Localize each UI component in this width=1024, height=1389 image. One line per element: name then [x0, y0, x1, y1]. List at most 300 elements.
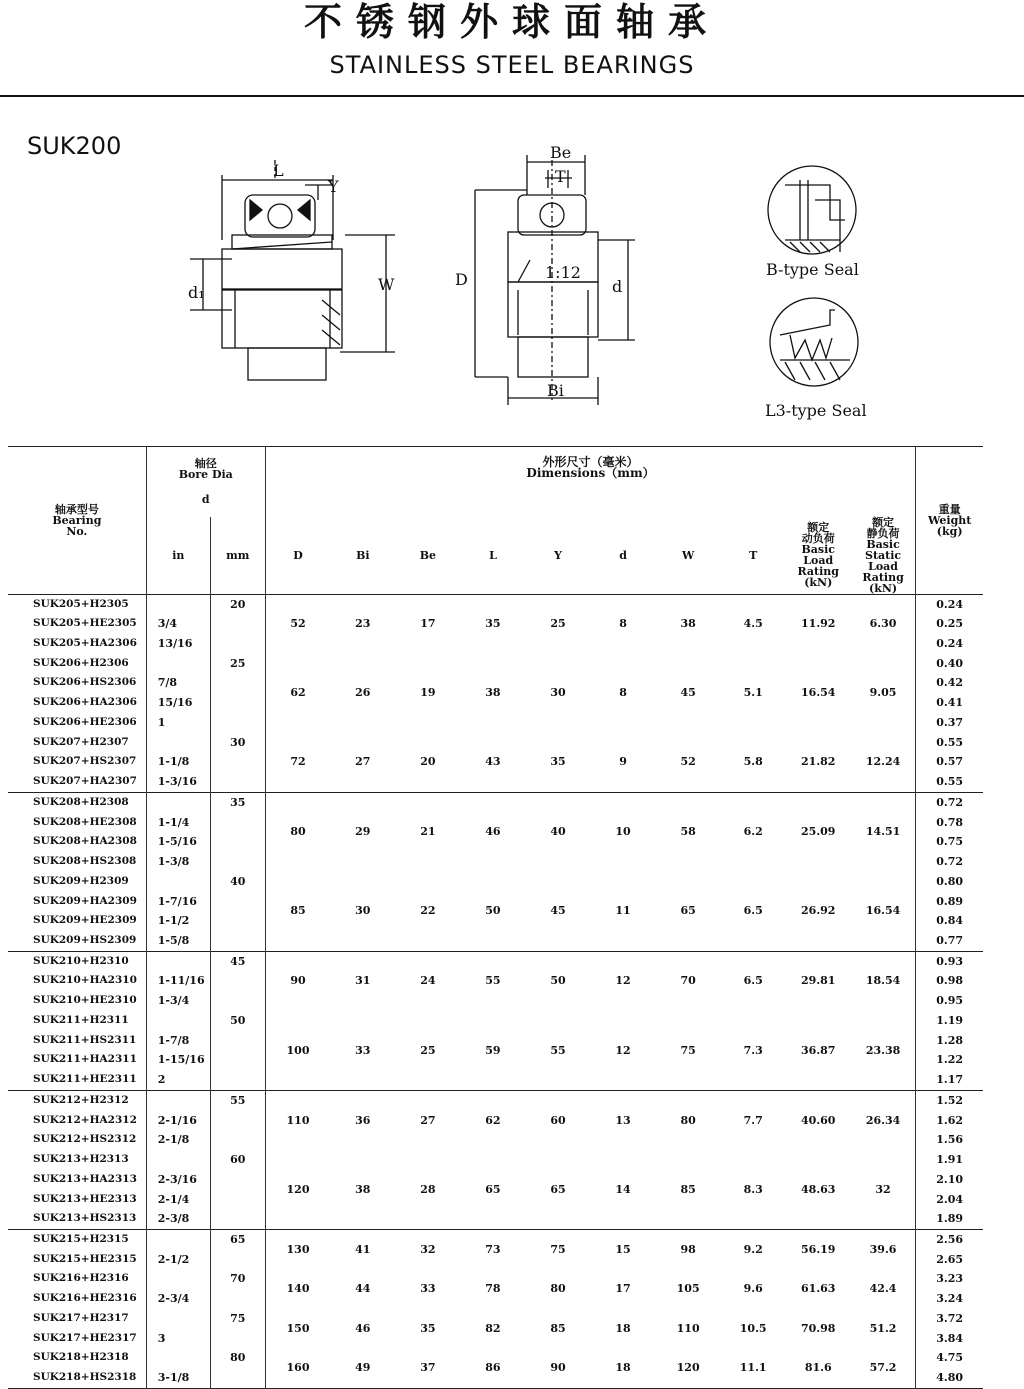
dim-bi-cell: 44: [355, 1282, 371, 1296]
dim-w-cell: 45: [680, 686, 696, 700]
weight-cell: 1.52: [916, 1090, 983, 1110]
dim-t-cell: 5.8: [743, 755, 763, 769]
table-row: [8, 951, 983, 971]
dim-be-cell: 20: [420, 755, 436, 769]
dim-cr-cell: 56.19: [801, 1242, 836, 1256]
bore-mm-cell: [210, 673, 265, 693]
bore-in-cell: 15/16: [146, 693, 210, 713]
bearing-no-cell: SUK205+HA2306: [33, 636, 137, 649]
dim-cr-cell: 81.6: [804, 1361, 832, 1375]
bore-mm-cell: [210, 1070, 265, 1090]
dim-y-cell: 40: [550, 825, 566, 839]
dim-t-cell: 7.3: [743, 1043, 763, 1057]
bore-in-cell: 3: [146, 1329, 210, 1349]
dim-bi-cell: 27: [355, 755, 371, 769]
bore-mm-cell: [210, 1031, 265, 1051]
bore-mm-cell: 65: [210, 1230, 265, 1250]
bore-in-cell: 1-7/8: [146, 1031, 210, 1051]
dim-l-cell: 73: [485, 1242, 501, 1256]
dim-bi-cell: 30: [355, 904, 371, 918]
bore-mm-cell: [210, 752, 265, 772]
dim-l-cell: 35: [485, 617, 501, 631]
dim-w-cell: 70: [680, 974, 696, 988]
bore-in-cell: 1-5/8: [146, 931, 210, 951]
weight-cell: 3.23: [916, 1269, 983, 1289]
dim-t-cell: 10.5: [739, 1321, 767, 1335]
dim-w-cell: 52: [680, 755, 696, 769]
bearing-no-cell: SUK208+HE2308: [33, 815, 137, 828]
bore-in-cell: 1-1/2: [146, 911, 210, 931]
table-row: [8, 1150, 983, 1170]
bore-mm-cell: [210, 1190, 265, 1210]
dim-bi-cell: 26: [355, 686, 371, 700]
dim-w-cell: 38: [680, 617, 696, 631]
bearing-spec-table: [8, 446, 983, 1389]
bore-mm-cell: [210, 931, 265, 951]
label-W: W: [378, 275, 395, 294]
dim-cor-cell: 12.24: [865, 755, 901, 769]
dim-l-cell: 62: [485, 1113, 501, 1127]
bore-mm-cell: [210, 693, 265, 713]
dim-be-cell: 28: [420, 1182, 436, 1196]
bearing-no-cell: SUK206+H2306: [33, 656, 129, 669]
dim-bi-cell: 49: [355, 1361, 371, 1375]
dim-cr-cell: 40.60: [801, 1113, 836, 1127]
bore-in-cell: 1-5/16: [146, 832, 210, 852]
dim-w-cell: 58: [680, 825, 696, 839]
weight-cell: 0.98: [916, 971, 983, 991]
bore-in-cell: [146, 594, 210, 614]
dim-cor-cell: 51.2: [869, 1321, 897, 1335]
weight-cell: 0.55: [916, 772, 983, 792]
bore-in-cell: 7/8: [146, 673, 210, 693]
weight-cell: 4.75: [916, 1348, 983, 1368]
bore-mm-cell: 75: [210, 1309, 265, 1329]
bore-mm-cell: [210, 634, 265, 654]
dim-t-cell: 4.5: [743, 617, 763, 631]
dim-d-cell: 130: [265, 1230, 330, 1270]
bore-in-cell: 2: [146, 1070, 210, 1090]
dim-t-cell: 9.2: [743, 1242, 763, 1256]
bearing-drawings: [0, 140, 1024, 440]
bore-mm-cell: 60: [210, 1150, 265, 1170]
weight-cell: 2.56: [916, 1230, 983, 1250]
table-row: [8, 872, 983, 892]
dim-bi-cell: 23: [355, 617, 371, 631]
dim-y-cell: 65: [550, 1182, 566, 1196]
bore-mm-cell: [210, 614, 265, 634]
page-title-cn: 不锈钢外球面轴承: [303, 0, 720, 44]
label-l3-seal: L3-type Seal: [765, 401, 867, 420]
dim-cr-cell: 25.09: [801, 825, 836, 839]
table-section: [8, 951, 983, 1090]
dim-cor-cell: 14.51: [865, 825, 901, 839]
header-in: in: [146, 517, 210, 595]
header-Y: Y: [554, 548, 562, 562]
bore-in-cell: [146, 1230, 210, 1250]
weight-cell: 0.42: [916, 673, 983, 693]
dim-d-cell: 18: [615, 1321, 631, 1335]
dim-cr-cell: 61.63: [801, 1282, 836, 1296]
bearing-no-cell: SUK208+HA2308: [33, 835, 137, 848]
bore-mm-cell: 20: [210, 594, 265, 614]
bore-in-cell: 1-3/8: [146, 852, 210, 872]
bore-in-cell: 1: [146, 713, 210, 733]
bore-in-cell: 1-1/4: [146, 813, 210, 833]
dim-w-cell: 80: [680, 1113, 696, 1127]
bearing-no-cell: SUK213+HS2313: [33, 1212, 137, 1225]
bearing-no-cell: SUK210+HA2310: [33, 974, 137, 987]
dim-y-cell: 90: [550, 1361, 566, 1375]
bore-in-cell: [146, 1309, 210, 1329]
weight-cell: 1.91: [916, 1150, 983, 1170]
label-d1: d₁: [188, 283, 205, 302]
bore-mm-cell: 80: [210, 1348, 265, 1368]
dim-y-cell: 75: [550, 1242, 566, 1256]
bearing-no-cell: SUK213+HE2313: [33, 1192, 137, 1205]
dim-be-cell: 22: [420, 904, 436, 918]
header-D: D: [265, 517, 330, 595]
dim-d-cell: 140: [265, 1269, 330, 1308]
dim-be-cell: 37: [420, 1361, 436, 1375]
table-row: [8, 1269, 983, 1289]
bearing-no-cell: SUK209+HA2309: [33, 894, 137, 907]
bore-mm-cell: 40: [210, 872, 265, 892]
bearing-no-cell: SUK218+H2318: [33, 1351, 129, 1364]
bearing-no-cell: SUK207+HS2307: [33, 755, 137, 768]
weight-cell: 2.04: [916, 1190, 983, 1210]
weight-cell: 0.93: [916, 951, 983, 971]
table-section: [8, 1230, 983, 1389]
weight-cell: 1.62: [916, 1111, 983, 1131]
bearing-no-cell: SUK213+HA2313: [33, 1172, 137, 1185]
dim-d-cell: 62: [265, 654, 330, 733]
table-row: [8, 733, 983, 753]
bearing-no-cell: SUK208+H2308: [33, 795, 129, 808]
dim-d-cell: 80: [265, 792, 330, 871]
header-weight: 重量 Weight (kg): [916, 447, 983, 595]
dim-be-cell: 25: [420, 1043, 436, 1057]
bearing-no-cell: SUK206+HA2306: [33, 696, 137, 709]
weight-cell: 1.28: [916, 1031, 983, 1051]
bearing-no-cell: SUK210+H2310: [33, 954, 129, 967]
label-d: d: [612, 277, 623, 296]
bearing-no-cell: SUK211+HE2311: [33, 1073, 137, 1086]
dim-y-cell: 50: [550, 974, 566, 988]
dim-d-cell: 12: [615, 974, 631, 988]
dim-l-cell: 50: [485, 904, 501, 918]
header-static-load: 额定 静负荷 Basic Static Load Rating (kN): [862, 515, 904, 595]
weight-cell: 2.65: [916, 1250, 983, 1270]
bore-mm-cell: [210, 852, 265, 872]
dim-bi-cell: 29: [355, 825, 371, 839]
bearing-no-cell: SUK209+HE2309: [33, 914, 137, 927]
bore-in-cell: 3/4: [146, 614, 210, 634]
dim-l-cell: 86: [485, 1361, 501, 1375]
dim-d-cell: 110: [265, 1090, 330, 1150]
bore-mm-cell: [210, 1250, 265, 1270]
bearing-no-cell: SUK211+HS2311: [33, 1033, 137, 1046]
bore-mm-cell: [210, 813, 265, 833]
dim-w-cell: 85: [680, 1182, 696, 1196]
dim-t-cell: 9.6: [743, 1282, 763, 1296]
header-Be: Be: [419, 548, 437, 562]
bearing-no-cell: SUK211+HA2311: [33, 1053, 137, 1066]
weight-cell: 4.80: [916, 1368, 983, 1388]
bore-mm-cell: [210, 772, 265, 792]
bore-mm-cell: [210, 713, 265, 733]
table-row: [8, 1011, 983, 1031]
bearing-no-cell: SUK207+HA2307: [33, 775, 137, 788]
page-title-en: STAINLESS STEEL BEARINGS: [329, 51, 695, 79]
dim-be-cell: 17: [420, 617, 436, 631]
dim-cor-cell: 39.6: [869, 1242, 897, 1256]
dim-be-cell: 19: [420, 686, 436, 700]
header-L: L: [489, 548, 497, 562]
dim-d-cell: 150: [265, 1309, 330, 1348]
bore-mm-cell: [210, 1209, 265, 1229]
dim-y-cell: 45: [550, 904, 566, 918]
weight-cell: 1.22: [916, 1050, 983, 1070]
bearing-no-cell: SUK211+H2311: [33, 1013, 129, 1026]
dim-w-cell: 110: [676, 1321, 700, 1335]
bore-in-cell: 2-1/8: [146, 1130, 210, 1150]
bore-in-cell: 2-3/16: [146, 1170, 210, 1190]
drawing-side-section: [190, 160, 395, 380]
dim-d-cell: 11: [615, 904, 631, 918]
dim-d-cell: 8: [619, 617, 627, 631]
weight-cell: 0.57: [916, 752, 983, 772]
label-L: L: [273, 161, 284, 180]
weight-cell: 0.72: [916, 792, 983, 812]
dim-d-cell: 160: [265, 1348, 330, 1388]
label-b-seal: B-type Seal: [766, 260, 859, 279]
dim-t-cell: 11.1: [739, 1361, 767, 1375]
dim-cr-cell: 21.82: [801, 755, 836, 769]
bore-in-cell: [146, 1150, 210, 1170]
bore-in-cell: [146, 654, 210, 674]
label-Be: Be: [550, 143, 572, 162]
dim-y-cell: 35: [550, 755, 566, 769]
bearing-no-cell: SUK205+H2305: [33, 597, 129, 610]
dim-d-cell: 85: [265, 872, 330, 951]
bore-mm-cell: 30: [210, 733, 265, 753]
weight-cell: 0.77: [916, 931, 983, 951]
bore-mm-cell: [210, 1368, 265, 1388]
bore-mm-cell: 50: [210, 1011, 265, 1031]
header-W: W: [681, 548, 695, 562]
dim-d-cell: 8: [619, 686, 627, 700]
bore-in-cell: 2-1/4: [146, 1190, 210, 1210]
bore-mm-cell: [210, 1170, 265, 1190]
dim-d-cell: 72: [265, 733, 330, 793]
dim-d-cell: 90: [265, 951, 330, 1011]
bore-mm-cell: 45: [210, 951, 265, 971]
dim-cr-cell: 48.63: [801, 1182, 836, 1196]
dim-cr-cell: 26.92: [801, 904, 836, 918]
dim-cor-cell: 23.38: [865, 1043, 901, 1057]
dim-be-cell: 32: [420, 1242, 436, 1256]
dim-bi-cell: 38: [355, 1182, 371, 1196]
label-D: D: [455, 270, 468, 289]
weight-cell: 3.24: [916, 1289, 983, 1309]
dim-l-cell: 78: [485, 1282, 501, 1296]
dim-d-cell: 17: [615, 1282, 631, 1296]
bore-mm-cell: 35: [210, 792, 265, 812]
bearing-no-cell: SUK212+H2312: [33, 1093, 129, 1106]
weight-cell: 0.37: [916, 713, 983, 733]
dim-be-cell: 33: [420, 1282, 436, 1296]
table-row: [8, 654, 983, 674]
bearing-no-cell: SUK206+HS2306: [33, 676, 137, 689]
dim-y-cell: 60: [550, 1113, 566, 1127]
dim-cr-cell: 16.54: [801, 686, 836, 700]
dim-be-cell: 21: [420, 825, 436, 839]
bore-in-cell: [146, 1011, 210, 1031]
dim-w-cell: 105: [676, 1282, 700, 1296]
bore-mm-cell: [210, 991, 265, 1011]
label-T: T: [555, 167, 566, 186]
dim-cr-cell: 29.81: [801, 974, 836, 988]
dim-cr-cell: 70.98: [801, 1321, 836, 1335]
bearing-no-cell: SUK212+HS2312: [33, 1133, 137, 1146]
weight-cell: 0.41: [916, 693, 983, 713]
dim-cor-cell: 26.34: [865, 1113, 901, 1127]
bore-mm-cell: [210, 971, 265, 991]
weight-cell: 0.72: [916, 852, 983, 872]
dim-d-cell: 15: [615, 1242, 631, 1256]
weight-cell: 0.80: [916, 872, 983, 892]
bore-in-cell: 1-3/4: [146, 991, 210, 1011]
weight-cell: 3.72: [916, 1309, 983, 1329]
header-dynamic-load: 额定 动负荷 Basic Load Rating (kN): [797, 521, 839, 589]
bore-mm-cell: [210, 1050, 265, 1070]
bore-mm-cell: [210, 1130, 265, 1150]
bore-in-cell: 1-7/16: [146, 892, 210, 912]
bore-mm-cell: [210, 1289, 265, 1309]
bore-mm-cell: [210, 832, 265, 852]
table-row: [8, 594, 983, 614]
bore-in-cell: 13/16: [146, 634, 210, 654]
bore-mm-cell: [210, 911, 265, 931]
bearing-no-cell: SUK208+HS2308: [33, 855, 137, 868]
dim-d-cell: 120: [265, 1150, 330, 1229]
weight-cell: 0.95: [916, 991, 983, 1011]
dim-bi-cell: 31: [355, 974, 371, 988]
weight-cell: 0.89: [916, 892, 983, 912]
dim-t-cell: 8.3: [743, 1182, 763, 1196]
weight-cell: 2.10: [916, 1170, 983, 1190]
header-bore-dia: 轴径 Bore Dia d: [146, 447, 265, 517]
bearing-no-cell: SUK210+HE2310: [33, 994, 137, 1007]
dim-d-cell: 100: [265, 1011, 330, 1090]
b-seal-detail: [768, 166, 856, 254]
weight-cell: 0.40: [916, 654, 983, 674]
dim-t-cell: 7.7: [743, 1113, 763, 1127]
dim-l-cell: 43: [485, 755, 501, 769]
bore-in-cell: 2-3/8: [146, 1209, 210, 1229]
dim-bi-cell: 36: [355, 1113, 371, 1127]
bearing-no-cell: SUK216+HE2316: [33, 1292, 137, 1305]
dim-be-cell: 35: [420, 1321, 436, 1335]
table-row: [8, 1230, 983, 1250]
bore-in-cell: 1-15/16: [146, 1050, 210, 1070]
header-dimensions: 外形尺寸（毫米） Dimensions（mm）: [265, 447, 916, 517]
dim-y-cell: 85: [550, 1321, 566, 1335]
header-bearing-no: 轴承型号 Bearing No.: [8, 447, 146, 595]
bore-in-cell: [146, 872, 210, 892]
table-section: [8, 1090, 983, 1229]
dim-w-cell: 65: [680, 904, 696, 918]
bore-in-cell: 2-1/2: [146, 1250, 210, 1270]
dim-cor-cell: 32: [875, 1182, 891, 1196]
dim-cor-cell: 9.05: [869, 686, 897, 700]
bore-in-cell: 1-3/16: [146, 772, 210, 792]
bore-in-cell: [146, 951, 210, 971]
bore-mm-cell: 55: [210, 1090, 265, 1110]
title-divider: [0, 95, 1024, 97]
dim-w-cell: 120: [676, 1361, 700, 1375]
dim-d-cell: 9: [619, 755, 627, 769]
dim-l-cell: 65: [485, 1182, 501, 1196]
bore-in-cell: [146, 1269, 210, 1289]
table-row: [8, 1348, 983, 1368]
bearing-no-cell: SUK218+HS2318: [33, 1371, 137, 1384]
dim-d-cell: 12: [615, 1043, 631, 1057]
weight-cell: 0.55: [916, 733, 983, 753]
series-title: SUK200: [27, 132, 122, 160]
header-d: d: [619, 548, 627, 562]
dim-d-cell: 18: [615, 1361, 631, 1375]
weight-cell: 0.78: [916, 813, 983, 833]
dim-bi-cell: 41: [355, 1242, 371, 1256]
weight-cell: 3.84: [916, 1329, 983, 1349]
bore-in-cell: 1-11/16: [146, 971, 210, 991]
dim-t-cell: 6.2: [743, 825, 763, 839]
label-Y: Y: [328, 177, 339, 196]
dim-y-cell: 55: [550, 1043, 566, 1057]
table-section: [8, 594, 983, 792]
bore-in-cell: [146, 792, 210, 812]
weight-cell: 0.24: [916, 594, 983, 614]
bore-in-cell: [146, 1090, 210, 1110]
weight-cell: 1.19: [916, 1011, 983, 1031]
bearing-no-cell: SUK212+HA2312: [33, 1113, 137, 1126]
weight-cell: 0.25: [916, 614, 983, 634]
dim-cor-cell: 16.54: [865, 904, 901, 918]
label-Bi: Bi: [547, 381, 564, 400]
dim-bi-cell: 46: [355, 1321, 371, 1335]
bearing-no-cell: SUK209+H2309: [33, 874, 129, 887]
bearing-no-cell: SUK217+HE2317: [33, 1331, 137, 1344]
bore-mm-cell: 25: [210, 654, 265, 674]
bore-mm-cell: [210, 1111, 265, 1131]
bearing-no-cell: SUK216+H2316: [33, 1272, 129, 1285]
header-Bi: Bi: [356, 548, 370, 562]
dim-cor-cell: 57.2: [869, 1361, 897, 1375]
dim-d-cell: 13: [615, 1113, 631, 1127]
label-taper: 1:12: [545, 263, 581, 282]
dim-bi-cell: 33: [355, 1043, 371, 1057]
dim-be-cell: 24: [420, 974, 436, 988]
weight-cell: 0.24: [916, 634, 983, 654]
dim-w-cell: 75: [680, 1043, 696, 1057]
weight-cell: 0.75: [916, 832, 983, 852]
bearing-no-cell: SUK215+HE2315: [33, 1252, 137, 1265]
table-row: [8, 792, 983, 812]
bore-in-cell: 2-1/16: [146, 1111, 210, 1131]
dim-t-cell: 6.5: [743, 974, 763, 988]
